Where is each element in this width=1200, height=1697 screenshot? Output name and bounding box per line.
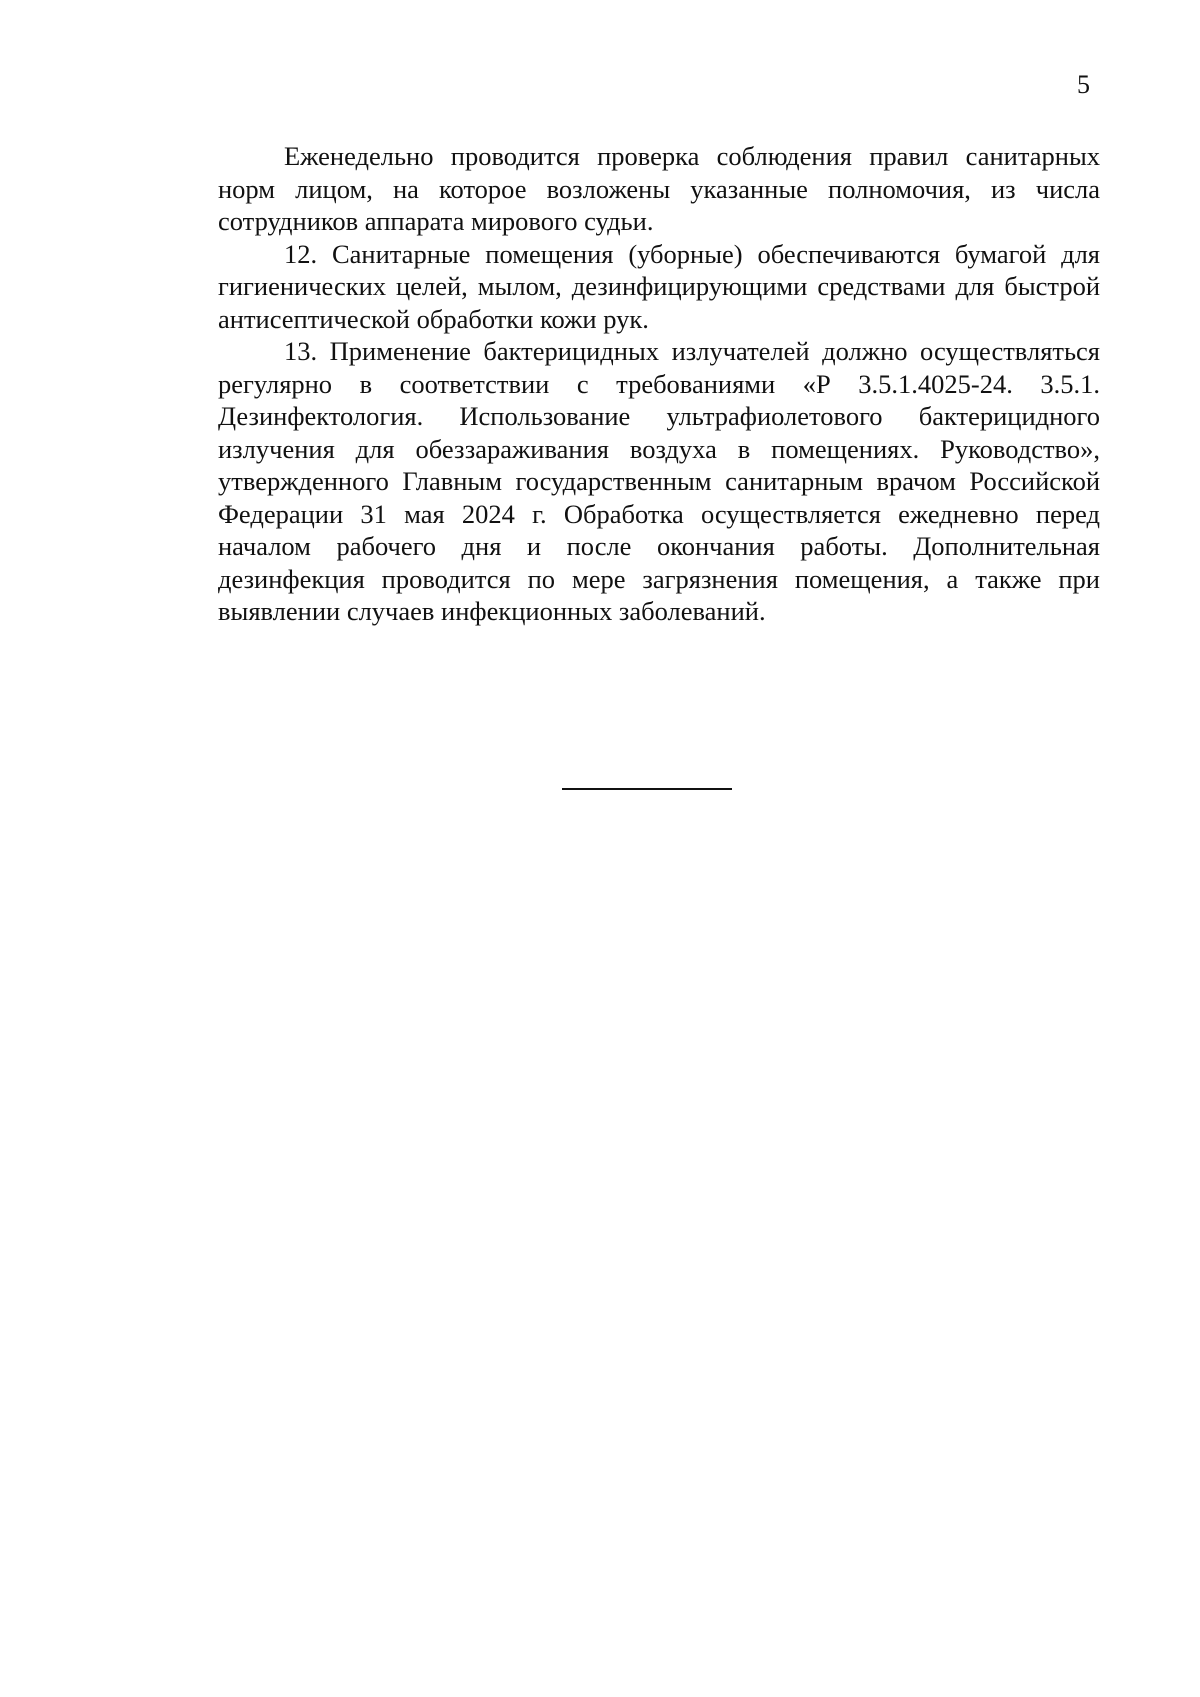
page-number: 5	[1077, 70, 1090, 99]
document-body	[218, 140, 1100, 628]
paragraph-item-12: 12. Санитарные помещения (уборные) обеспечиваются бумагой для гигиенических целей, мылом, дезинфицирующими средствами для быстрой антисептической обработки кожи рук.	[218, 238, 1100, 334]
paragraph-item-13: 13. Применение бактерицидных излучателей должно осуществляться регулярно в соответствии с требованиями «Р 3.5.1.4025-24. 3.5.1. Дезинфектология. Использование ультрафиолетового бактерицидного излучения для обеззараживания воздуха в помещениях. Руководство», утвержденного Главным государственным санитарным врачом Российской Федерации 31 мая 2024 г. Обработка осуществляется ежедневно перед началом рабочего дня и после окончания работы. Дополнительная дезинфекция проводится по мере загрязнения помещения, а также при выявлении случаев инфекционных заболеваний.	[218, 336, 1100, 626]
paragraph-weekly-check: Еженедельно проводится проверка соблюдения правил санитарных норм лицом, на которое возложены указанные полномочия, из числа сотрудников аппарата мирового судьи.	[218, 141, 1100, 236]
end-divider-line	[562, 788, 732, 790]
